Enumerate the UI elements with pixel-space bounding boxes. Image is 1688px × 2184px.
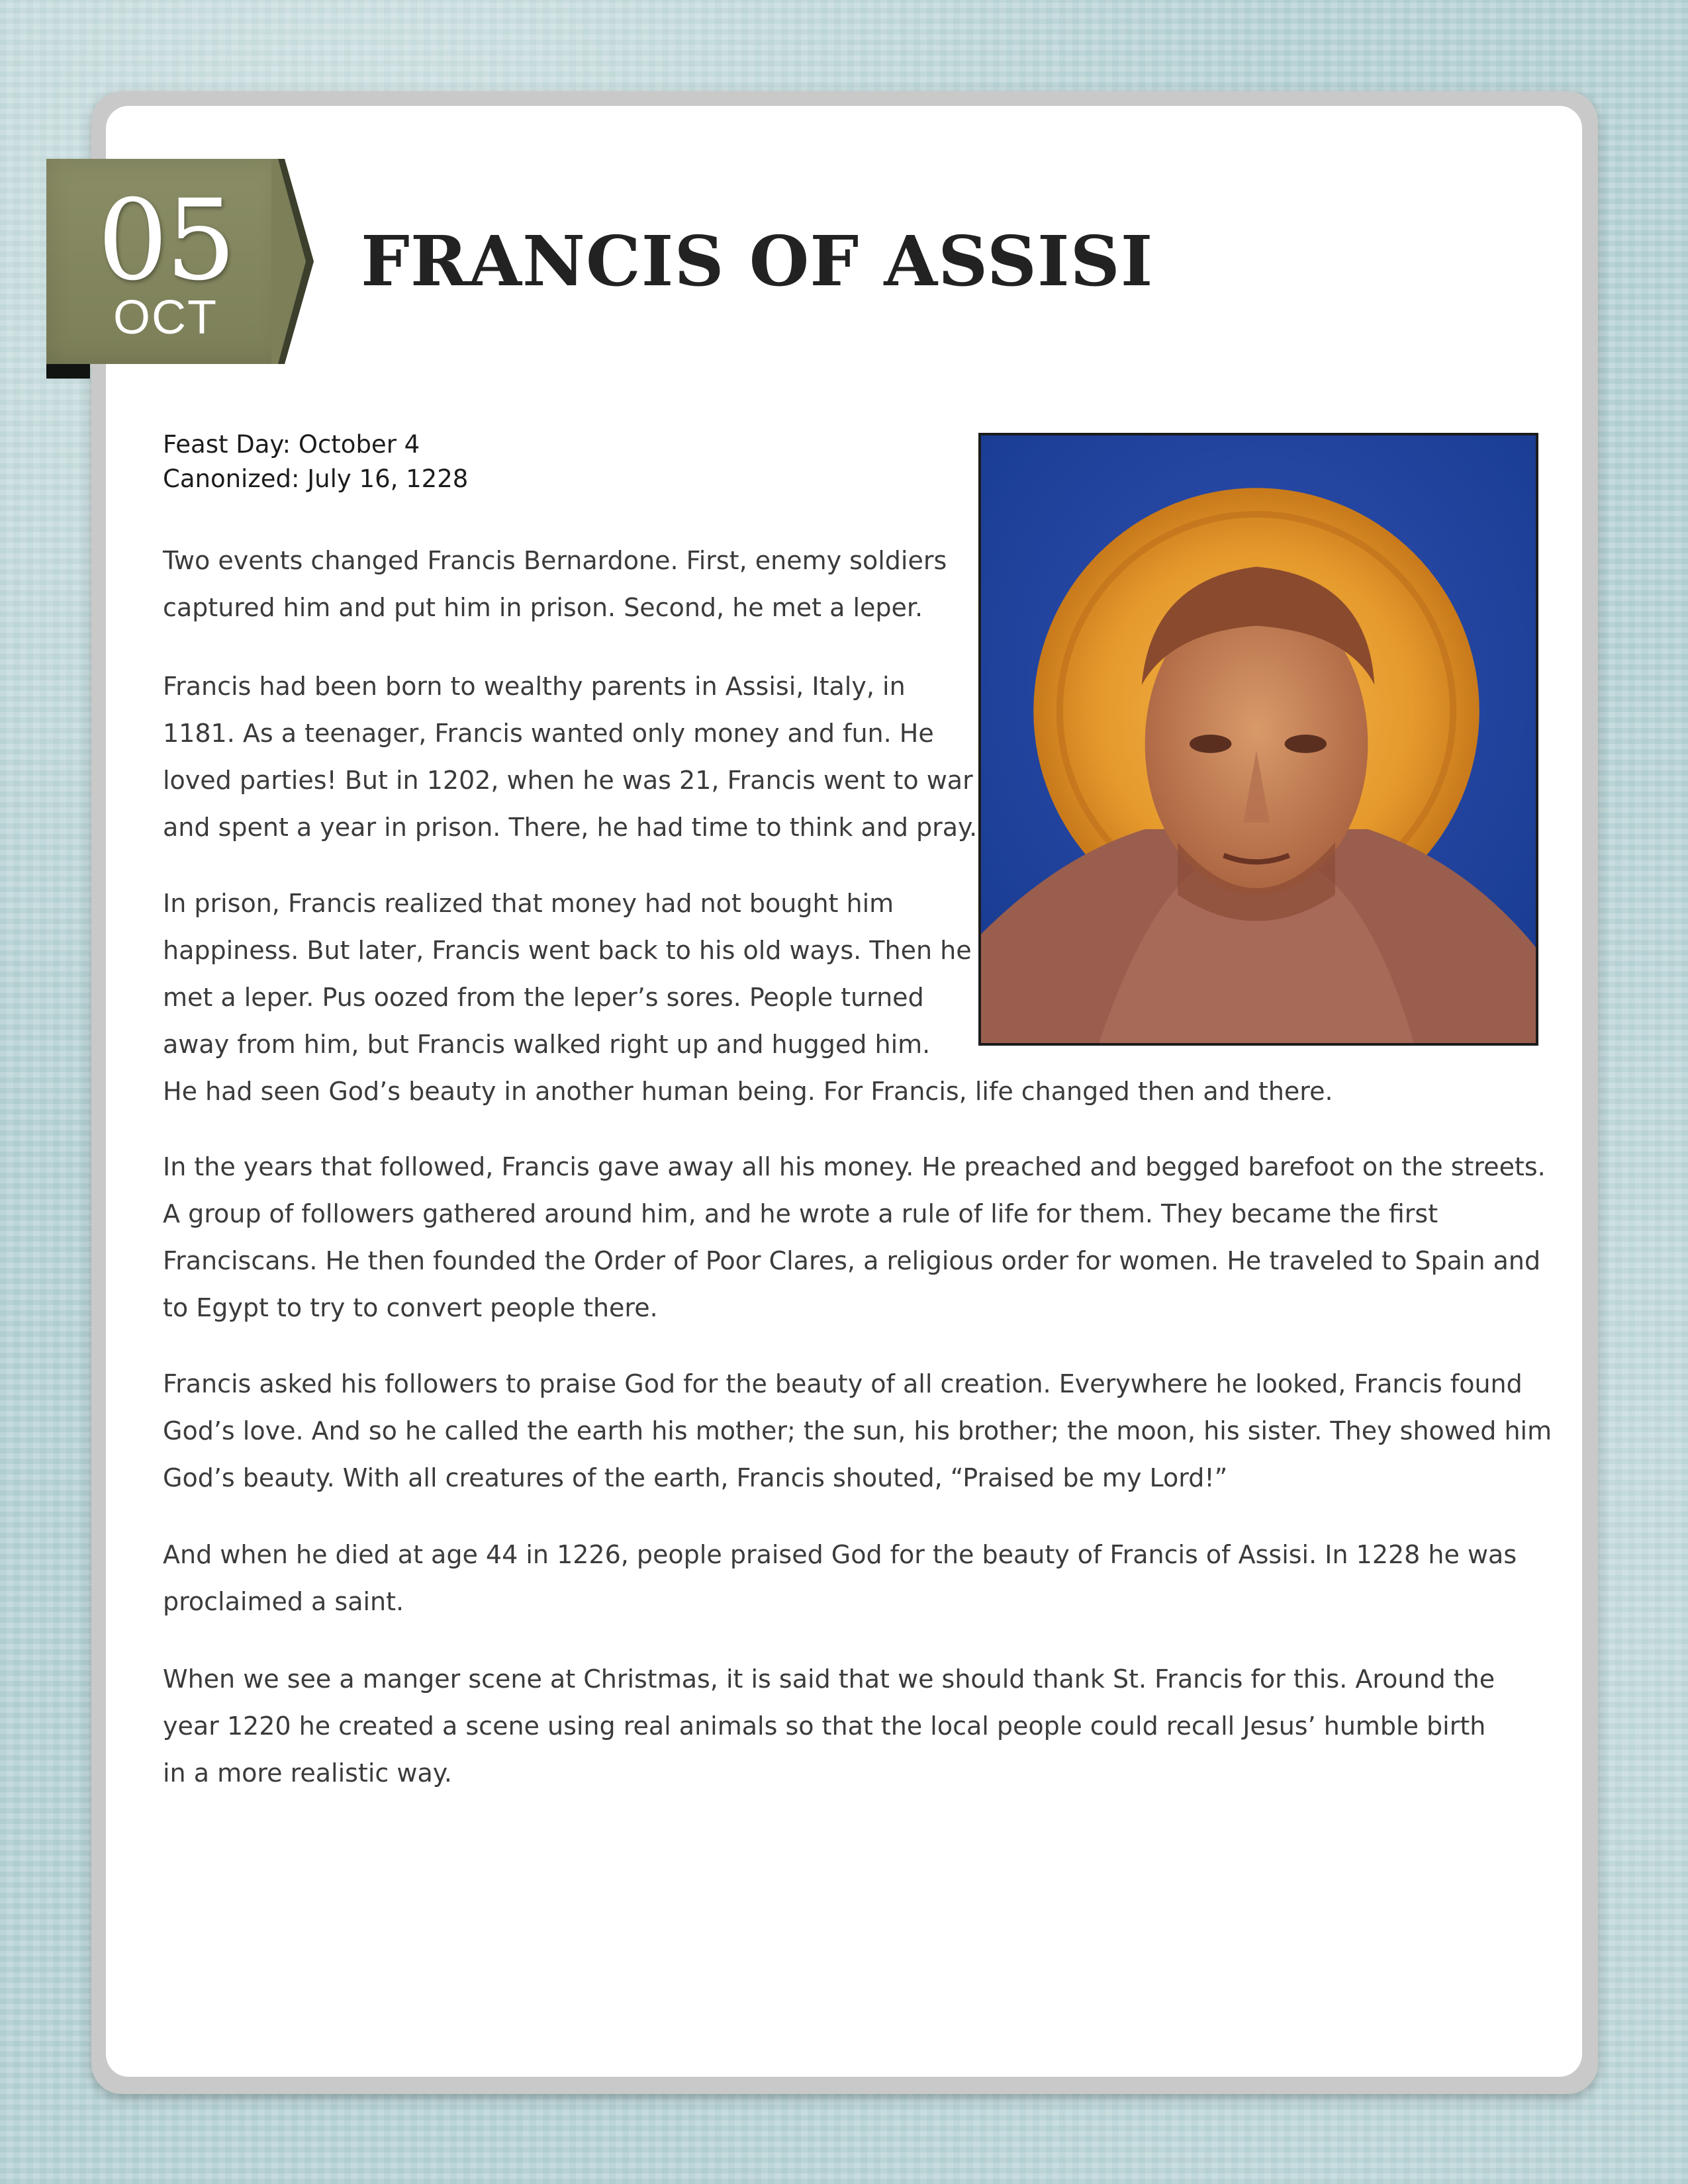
- date-month: OCT: [113, 291, 218, 344]
- text-line: Francis had been born to wealthy parents in Assisi, Italy, in: [163, 672, 906, 701]
- text-line: to Egypt to try to convert people there.: [163, 1293, 658, 1322]
- text-line: 1181. As a teenager, Francis wanted only money and fun. He: [163, 719, 934, 748]
- text-line: A group of followers gathered around him, and he wrote a rule of life for them. They became the first: [163, 1199, 1438, 1228]
- text-line: God’s love. And so he called the earth his mother; the sun, his brother; the moon, his sister. They showed him: [163, 1416, 1552, 1445]
- text-line: Franciscans. He then founded the Order of Poor Clares, a religious order for women. He traveled to Spain and: [163, 1246, 1541, 1275]
- text-line: Two events changed Francis Bernardone. First, enemy soldiers: [163, 546, 947, 575]
- text-line: captured him and put him in prison. Second, he met a leper.: [163, 593, 923, 622]
- paragraph-5: [163, 1361, 1552, 1502]
- text-line: In prison, Francis realized that money had not bought him: [163, 889, 894, 918]
- text-line: in a more realistic way.: [163, 1758, 452, 1788]
- text-line: away from him, but Francis walked right up and hugged him.: [163, 1030, 931, 1059]
- saint-meta: [163, 428, 891, 496]
- paragraph-1: [163, 537, 977, 631]
- text-line: proclaimed a saint.: [163, 1587, 404, 1616]
- text-line: In the years that followed, Francis gave away all his money. He preached and begged barefoot on the streets.: [163, 1152, 1546, 1181]
- feast-day: Feast Day: October 4: [163, 430, 420, 459]
- text-line: happiness. But later, Francis went back to his old ways. Then he: [163, 936, 972, 965]
- text-line: And when he died at age 44 in 1226, people praised God for the beauty of Francis of Assisi. In 1228 he was: [163, 1540, 1517, 1569]
- text-line: God’s beauty. With all creatures of the earth, Francis shouted, “Praised be my Lord!”: [163, 1463, 1228, 1492]
- date-day: 05: [97, 175, 234, 305]
- canonized-date: Canonized: July 16, 1228: [163, 465, 469, 493]
- text-line: When we see a manger scene at Christmas, it is said that we should thank St. Francis for this. Around the: [163, 1664, 1495, 1694]
- paragraph-2: [163, 663, 977, 851]
- date-badge-foot: [46, 364, 90, 379]
- text-line: met a leper. Pus oozed from the leper’s sores. People turned: [163, 983, 924, 1012]
- paragraph-3: [163, 880, 1533, 1115]
- page-title: FRANCIS OF ASSISI: [361, 220, 1154, 302]
- text-line: year 1220 he created a scene using real animals so that the local people could recall Jesus’ humble birth: [163, 1711, 1486, 1741]
- text-line: He had seen God’s beauty in another human being. For Francis, life changed then and there.: [163, 1077, 1333, 1106]
- paragraph-4: [163, 1144, 1546, 1332]
- text-line: Francis asked his followers to praise God for the beauty of all creation. Everywhere he looked, Francis found: [163, 1369, 1523, 1398]
- text-line: and spent a year in prison. There, he had time to think and pray.: [163, 813, 978, 842]
- text-line: loved parties! But in 1202, when he was 21, Francis went to war: [163, 766, 973, 795]
- paragraph-7: [163, 1656, 1533, 1797]
- paragraph-6: [163, 1531, 1533, 1625]
